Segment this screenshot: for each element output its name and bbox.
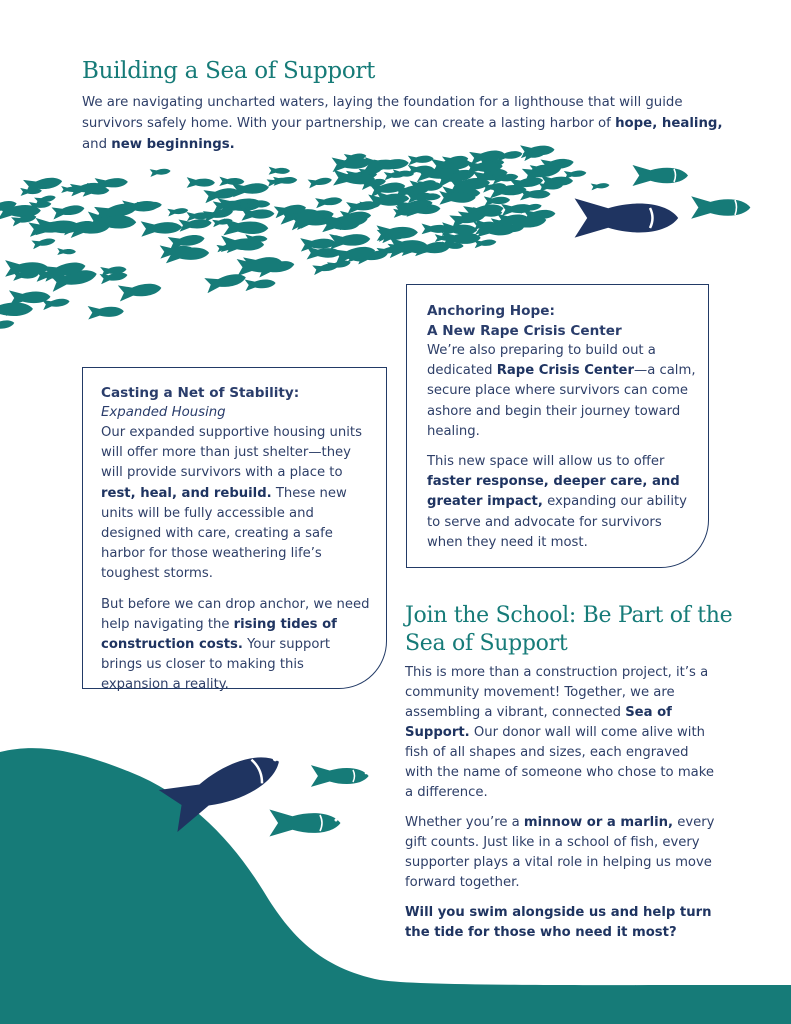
- housing-box-title: Casting a Net of Stability:: [101, 385, 300, 401]
- school-fish-icon: [308, 175, 333, 188]
- crisis-box-paragraph-2: [427, 452, 696, 553]
- text: expanding our ability to serve and advocate for survivors when they need it most.: [427, 494, 687, 550]
- school-fish-icon: [315, 195, 343, 208]
- school-fish-icon: [187, 177, 215, 188]
- school-fish-icon: [484, 195, 511, 206]
- intro-emphasis-1: hope, healing,: [615, 116, 723, 131]
- text: This is more than a construction project, it’s a community movement! Together, we are assembling a vibrant, connected: [405, 665, 709, 720]
- text: We’re also preparing to build out a dedicated: [427, 343, 656, 379]
- school-fish-icon: [245, 277, 276, 291]
- school-fish-icon: [223, 218, 268, 236]
- crisis-box-paragraph-1: [427, 341, 696, 442]
- fish-icon-top-right-2: [691, 196, 750, 218]
- join-title: Join the School: Be Part of the Sea of Support: [405, 603, 733, 656]
- intro-emphasis-2: new beginnings.: [111, 137, 235, 152]
- fish-icon-top-right-1: [633, 165, 690, 186]
- emphasis: faster response, deeper care, and greater impact,: [427, 474, 680, 510]
- school-fish-icon: [269, 167, 291, 175]
- school-fish-icon: [266, 176, 287, 187]
- school-fish-icon: [0, 318, 15, 333]
- housing-box: [82, 367, 387, 693]
- housing-box-paragraph-1: [101, 423, 372, 585]
- big-fish-icon: [575, 198, 681, 237]
- text: These new units will be fully accessible and designed with care, creating a safe harbor for those weathering life’s toughest storms.: [101, 485, 347, 582]
- text: Our expanded supportive housing units will offer more than just shelter—they will provide survivors with a place to: [101, 425, 362, 481]
- text: every gift counts. Just like in a school of fish, every supporter plays a vital role in helping us move forward together.: [405, 815, 715, 890]
- page-title: Building a Sea of Support: [82, 58, 376, 84]
- housing-box-paragraph-2: [101, 595, 372, 696]
- school-fish-icon: [564, 169, 587, 180]
- text: —a calm, secure place where survivors can come ashore and begin their journey toward healing.: [427, 363, 696, 439]
- text: Whether you’re a: [405, 815, 524, 830]
- join-section: [405, 663, 717, 953]
- text: Your support brings us closer to making this expansion a reality.: [101, 637, 331, 693]
- intro-paragraph: [82, 92, 732, 155]
- fish-icon-bottom-2: [269, 810, 340, 837]
- crisis-box-title-2: A New Rape Crisis Center: [427, 323, 622, 339]
- fish-icon-bottom-1: [311, 765, 369, 787]
- school-fish-icon: [167, 206, 188, 216]
- emphasis: Sea of Support.: [405, 705, 672, 740]
- school-fish-icon: [118, 280, 163, 302]
- text: This new space will allow us to offer: [427, 454, 665, 470]
- school-fish-icon: [122, 198, 160, 214]
- school-fish-icon: [219, 177, 244, 187]
- school-fish-icon: [88, 304, 124, 319]
- intro-text-2: and: [82, 137, 112, 152]
- school-fish-icon: [31, 236, 56, 249]
- emphasis: Rape Crisis Center: [496, 363, 635, 379]
- join-paragraph-1: [405, 663, 717, 803]
- school-fish-icon: [51, 202, 85, 219]
- emphasis: rest, heal, and rebuild.: [101, 485, 272, 501]
- crisis-center-box: [406, 284, 709, 568]
- join-call-to-action: [405, 903, 717, 943]
- emphasis: Will you swim alongside us and help turn the tide for those who need it most?: [405, 905, 712, 940]
- school-fish-icon: [57, 248, 76, 255]
- join-paragraph-2: [405, 813, 717, 893]
- emphasis: minnow or a marlin,: [523, 815, 674, 830]
- school-fish-icon: [408, 154, 434, 166]
- housing-box-subtitle: Expanded Housing: [101, 405, 226, 420]
- emphasis: rising tides of construction costs.: [101, 616, 337, 653]
- text: Our donor wall will come alive with fish of all shapes and sizes, each engraved with the name of someone who chose to make a difference.: [405, 725, 715, 800]
- text: But before we can drop anchor, we need help navigating the: [101, 596, 370, 632]
- school-fish-icon: [141, 219, 183, 236]
- intro-text: We are navigating uncharted waters, laying the foundation for a lighthouse that will guide survivors safely home. With your partnership, we can create a lasting harbor of: [82, 95, 683, 131]
- school-fish-icon: [150, 167, 171, 177]
- school-fish-icon: [591, 182, 610, 191]
- crisis-box-title-1: Anchoring Hope:: [427, 303, 555, 319]
- school-fish-icon: [312, 260, 340, 275]
